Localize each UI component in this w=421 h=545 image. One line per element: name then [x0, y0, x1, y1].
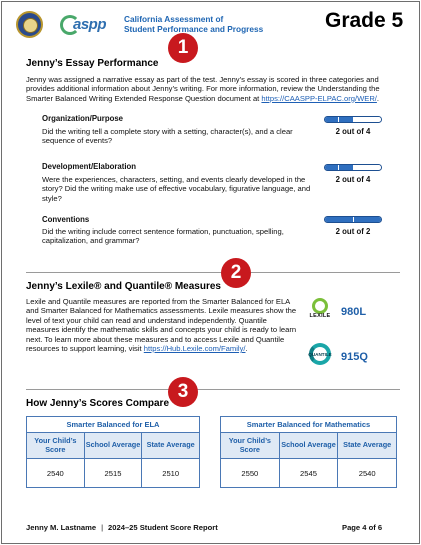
rubric-score: 2 out of 4 — [335, 127, 371, 136]
page-number: Page 4 of 6 — [342, 523, 383, 532]
section-divider — [26, 389, 400, 390]
school-average-cell: 2545 — [280, 459, 339, 487]
rubric-title: Organization/Purpose — [42, 114, 124, 123]
student-name: Jenny M. Lastname — [26, 523, 97, 532]
score-meter-segment — [354, 217, 382, 222]
rubric-score: 2 out of 4 — [335, 175, 371, 184]
california-seal-icon — [16, 11, 43, 38]
quantile-logo — [305, 343, 335, 373]
lexile-measure-value: 980L — [341, 306, 367, 318]
score-meter-segment — [368, 117, 381, 122]
measures-description: Lexile and Quantile measures are reported from the Smarter Balanced for ELA and Smarter Balanced for Mathematics assessments. Lexile measures show the level of text your child can read and understand independently. Quantile measures identify the mathematic skills and concepts your child is ready to learn next. To learn more about these measures and to access Lexile and Quantile resources to support learning, visit — [26, 297, 297, 354]
score-meter-segment — [354, 165, 367, 170]
state-average-cell: 2510 — [162, 468, 180, 478]
column-header: State Average — [146, 440, 195, 450]
child-score-cell: 2550 — [221, 459, 280, 487]
column-header: Your Child’s Score — [27, 433, 85, 458]
program-title-line2: Student Performance and Progress — [124, 23, 264, 34]
column-header: Your Child’s Score — [221, 433, 280, 458]
ela-comparison-table — [26, 416, 200, 488]
column-header: State Average — [343, 440, 392, 450]
quantile-logo-text: QUANTILE — [308, 352, 332, 357]
program-title — [124, 15, 274, 34]
rubric-question: Did the writing tell a complete story with a setting, character(s), and a clear sequence of events? — [42, 127, 293, 146]
score-meter — [324, 216, 382, 223]
wer-document-link[interactable]: https://CAASPP-ELPAC.org/WER/ — [261, 93, 377, 103]
lexile-logo-text: LEXILE — [309, 313, 331, 319]
rubric-score: 2 out of 2 — [335, 227, 371, 236]
table-header-row — [27, 433, 199, 459]
caaspp-logo-text: aspp — [73, 16, 107, 33]
score-meter-segment — [339, 117, 352, 122]
rubric-question: Did the writing include correct sentence formation, punctuation, spelling, capitalization, and grammar? — [42, 227, 284, 246]
school-average-cell: 2515 — [85, 459, 143, 487]
score-meter-segment — [325, 117, 338, 122]
child-score-cell: 2540 — [27, 459, 85, 487]
section-number-badge: 1 — [168, 33, 198, 63]
state-average-cell: 2540 — [358, 468, 376, 478]
lexile-hub-link[interactable]: https://Hub.Lexile.com/Family/ — [143, 344, 246, 354]
table-title: Smarter Balanced for ELA — [27, 417, 199, 433]
measures-section-title: Jenny’s Lexile® and Quantile® Measures — [26, 281, 221, 292]
measures-text-period: . — [245, 344, 248, 354]
footer-separator: | — [101, 523, 104, 532]
measures-text — [26, 297, 298, 353]
column-header: School Average — [280, 433, 339, 458]
score-meter-segment — [368, 165, 381, 170]
score-meter — [324, 164, 382, 171]
section-divider — [26, 272, 400, 273]
report-title: 2024–25 Student Score Report — [108, 523, 218, 532]
table-header-row — [221, 433, 396, 459]
math-comparison-table — [220, 416, 397, 488]
score-meter — [324, 116, 382, 123]
essay-intro — [26, 75, 402, 103]
essay-intro-text: Jenny was assigned a narrative essay as part of the test. Jenny’s essay is scored in three categories and provides additional information about Jenny’s writing. For more information, review the Understanding the Smarter Balanced Writing Extended Response Question document at — [26, 75, 380, 103]
report-footer — [26, 523, 218, 532]
table-row — [27, 459, 199, 487]
score-meter-segment — [325, 217, 353, 222]
score-meter-segment — [354, 117, 367, 122]
section-number-badge: 3 — [168, 377, 198, 407]
grade-label: Grade 5 — [325, 9, 404, 32]
compare-section-title: How Jenny’s Scores Compare — [26, 398, 170, 409]
rubric-question: Were the experiences, characters, setting, and events clearly developed in the story? Did the writing make use of effective vocabulary, figurative language, and style? — [42, 175, 311, 203]
lexile-logo — [305, 298, 335, 328]
score-meter-segment — [339, 165, 352, 170]
column-header: School Average — [85, 433, 143, 458]
section-number-badge: 2 — [221, 258, 251, 288]
caaspp-logo — [60, 14, 122, 36]
program-title-line1: California Assessment of — [124, 14, 224, 24]
table-row — [221, 459, 396, 487]
rubric-title: Development/Elaboration — [42, 162, 137, 171]
score-report-page — [1, 1, 420, 544]
rubric-title: Conventions — [42, 215, 90, 224]
score-meter-segment — [325, 165, 338, 170]
lexile-ring-icon — [312, 298, 328, 314]
quantile-measure-value: 915Q — [341, 351, 368, 363]
essay-intro-period: . — [376, 93, 380, 103]
table-title: Smarter Balanced for Mathematics — [221, 417, 396, 433]
essay-section-title: Jenny’s Essay Performance — [26, 58, 159, 69]
